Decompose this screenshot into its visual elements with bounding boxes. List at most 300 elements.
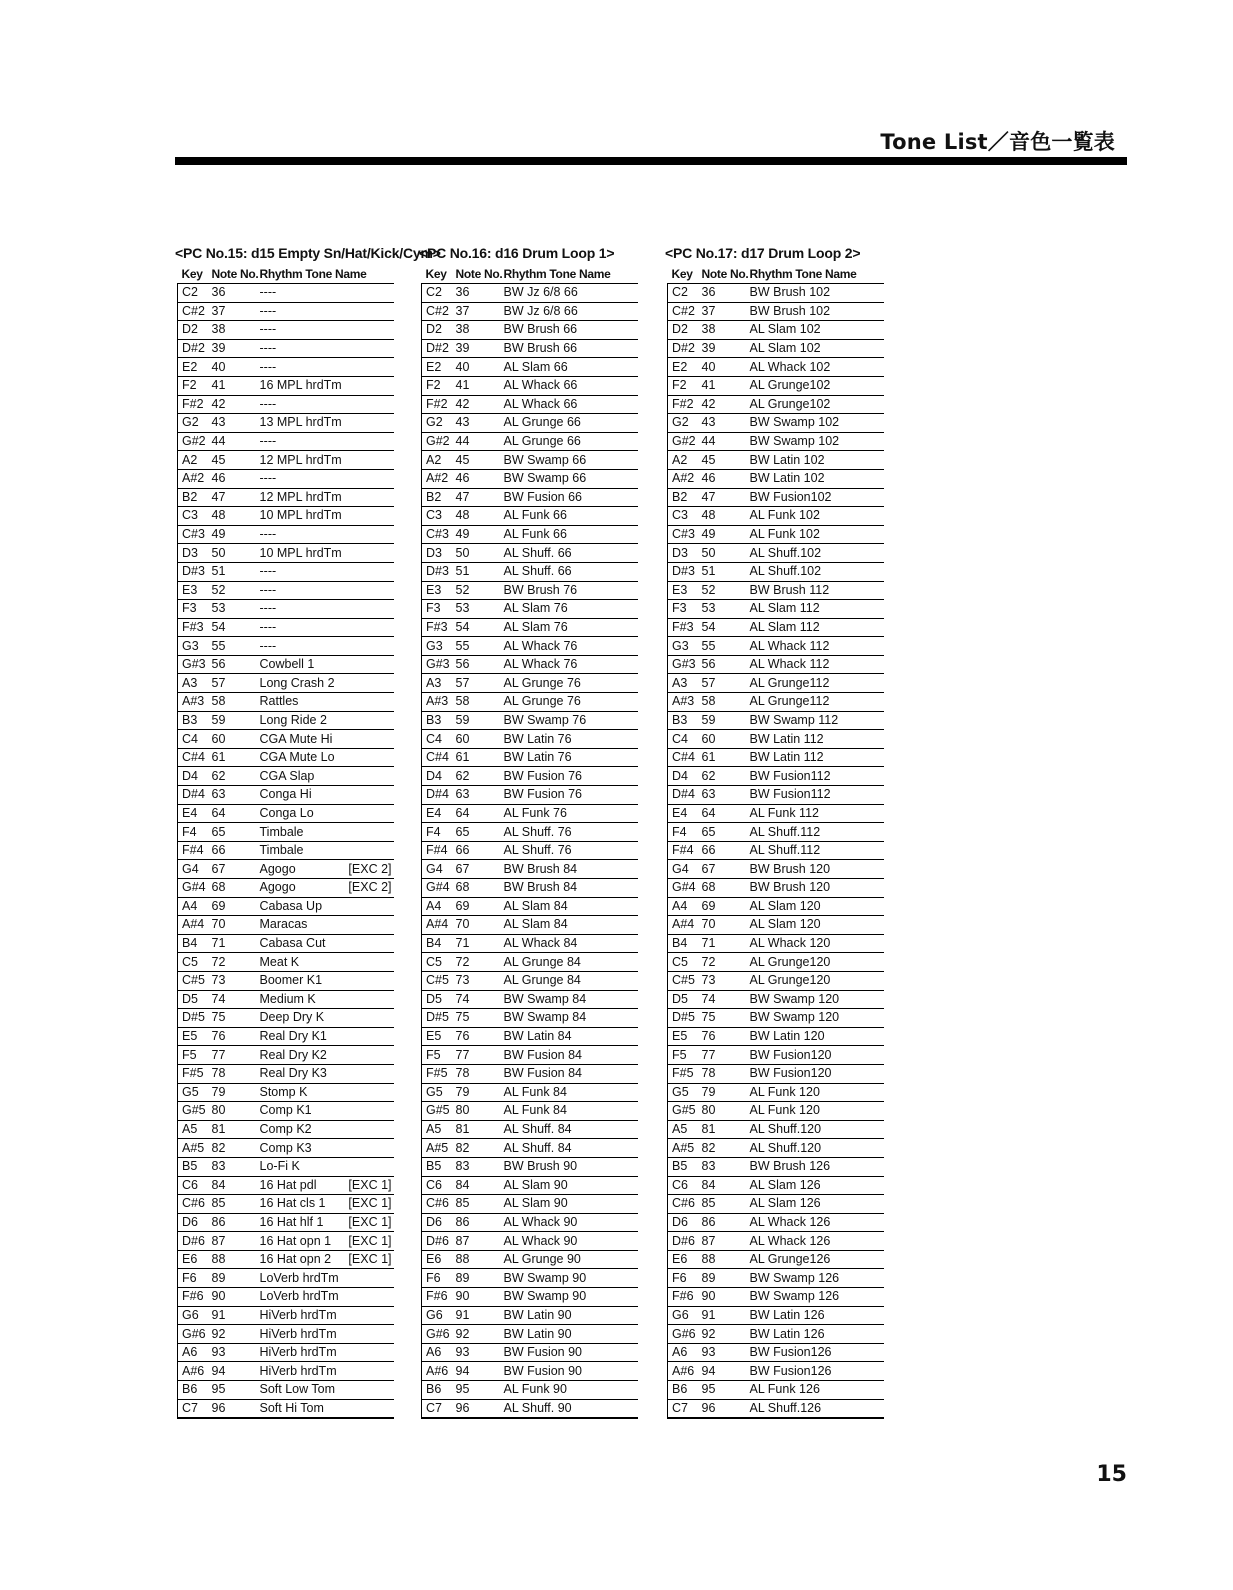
tone-name: Lo-Fi K — [259, 1159, 300, 1174]
tone-name-cell — [256, 302, 394, 321]
tone-name-cell — [746, 395, 884, 414]
tone-name: AL Shuff.112 — [749, 843, 821, 858]
note-number-cell: 84 — [208, 1176, 256, 1195]
tone-name: 16 Hat opn 1 — [259, 1233, 332, 1248]
tone-name-cell — [500, 1176, 638, 1195]
key-cell: G#5 — [178, 1102, 208, 1121]
table-row — [178, 321, 394, 340]
tone-name: AL Slam 76 — [503, 601, 568, 616]
tone-name: ---- — [259, 359, 277, 374]
key-cell: E4 — [668, 804, 698, 823]
note-number-cell: 87 — [698, 1232, 746, 1251]
note-number-cell: 92 — [698, 1325, 746, 1344]
col-header-key: Key — [668, 263, 698, 284]
tone-name-cell — [746, 953, 884, 972]
tone-name-cell — [500, 637, 638, 656]
tone-name-cell — [500, 469, 638, 488]
key-cell: D#3 — [422, 562, 452, 581]
note-number-cell: 61 — [452, 748, 500, 767]
key-cell: C2 — [178, 284, 208, 303]
tone-name: BW Fusion 76 — [503, 768, 583, 783]
tone-name-cell — [500, 1064, 638, 1083]
tone-name: AL Slam 66 — [503, 359, 568, 374]
tone-name-cell — [500, 916, 638, 935]
table-row — [668, 1325, 884, 1344]
table-row — [422, 1195, 638, 1214]
note-number-cell: 76 — [452, 1027, 500, 1046]
table-row — [422, 971, 638, 990]
tone-name-cell — [746, 302, 884, 321]
key-cell: G6 — [668, 1306, 698, 1325]
table-row — [668, 1362, 884, 1381]
table-row — [422, 879, 638, 898]
tone-name-cell — [500, 786, 638, 805]
note-number-cell: 60 — [208, 730, 256, 749]
tone-name-cell — [500, 841, 638, 860]
note-number-cell: 63 — [208, 786, 256, 805]
table-row — [178, 1027, 394, 1046]
tone-name-cell — [746, 507, 884, 526]
key-cell: D6 — [422, 1213, 452, 1232]
tone-name-cell — [256, 1362, 394, 1381]
tone-name-cell — [256, 488, 394, 507]
key-cell: E6 — [422, 1250, 452, 1269]
tone-name-cell — [256, 1399, 394, 1418]
note-number-cell: 79 — [208, 1083, 256, 1102]
tone-name-cell — [500, 1343, 638, 1362]
note-number-cell: 83 — [698, 1157, 746, 1176]
key-cell: B5 — [178, 1157, 208, 1176]
key-cell: A6 — [422, 1343, 452, 1362]
table-row — [178, 284, 394, 303]
table-row — [668, 1288, 884, 1307]
key-cell: C#6 — [178, 1195, 208, 1214]
tone-name: BW Latin 102 — [749, 452, 825, 467]
key-cell: C4 — [668, 730, 698, 749]
note-number-cell: 95 — [452, 1381, 500, 1400]
note-number-cell: 46 — [698, 469, 746, 488]
table-row — [422, 1064, 638, 1083]
tone-name: AL Grunge 76 — [503, 694, 581, 709]
tone-name: HiVerb hrdTm — [259, 1363, 337, 1378]
note-number-cell: 39 — [208, 339, 256, 358]
tone-name-cell — [256, 284, 394, 303]
note-number-cell: 47 — [698, 488, 746, 507]
key-cell: A2 — [668, 451, 698, 470]
note-number-cell: 69 — [452, 897, 500, 916]
tone-name: AL Shuff. 76 — [503, 824, 572, 839]
tone-name-cell — [500, 971, 638, 990]
key-cell: G#5 — [668, 1102, 698, 1121]
tone-name-cell — [746, 562, 884, 581]
key-cell: F#6 — [422, 1288, 452, 1307]
tone-name-cell — [256, 1102, 394, 1121]
table-row — [178, 953, 394, 972]
key-cell: D2 — [668, 321, 698, 340]
table-row — [668, 1157, 884, 1176]
tone-name-cell — [256, 953, 394, 972]
note-number-cell: 81 — [698, 1120, 746, 1139]
tone-name: 16 Hat opn 2 — [259, 1252, 332, 1267]
page-number: 15 — [1096, 1462, 1127, 1487]
table-row — [178, 469, 394, 488]
key-cell: B2 — [422, 488, 452, 507]
table-row — [668, 1083, 884, 1102]
table-row — [422, 1343, 638, 1362]
table-row — [178, 507, 394, 526]
tone-name: LoVerb hrdTm — [259, 1289, 339, 1304]
tone-name: BW Swamp 102 — [749, 434, 840, 449]
tone-name: CGA Slap — [259, 768, 315, 783]
key-cell: D#5 — [422, 1009, 452, 1028]
table-row — [668, 321, 884, 340]
key-cell: C3 — [668, 507, 698, 526]
note-number-cell: 66 — [208, 841, 256, 860]
tone-name: AL Shuff. 84 — [503, 1122, 572, 1137]
tone-name: BW Fusion 90 — [503, 1345, 583, 1360]
tone-name: AL Shuff. 66 — [503, 564, 572, 579]
tone-name-cell — [500, 674, 638, 693]
key-cell: D5 — [178, 990, 208, 1009]
tone-name-cell — [500, 1269, 638, 1288]
tone-name-cell — [256, 618, 394, 637]
tone-name-cell — [746, 600, 884, 619]
note-number-cell: 36 — [208, 284, 256, 303]
tone-name-cell — [256, 767, 394, 786]
key-cell: D4 — [178, 767, 208, 786]
note-number-cell: 66 — [698, 841, 746, 860]
tone-name-cell — [500, 321, 638, 340]
tone-name-cell — [500, 488, 638, 507]
table-row — [422, 1176, 638, 1195]
note-number-cell: 70 — [208, 916, 256, 935]
tone-name: Boomer K1 — [259, 973, 323, 988]
table-row — [422, 637, 638, 656]
key-cell: C7 — [422, 1399, 452, 1418]
key-cell: F#3 — [668, 618, 698, 637]
tone-name: AL Funk 90 — [503, 1382, 567, 1397]
tone-name: 16 Hat pdl — [259, 1177, 317, 1192]
tone-name-cell — [500, 544, 638, 563]
tone-name: BW Swamp 90 — [503, 1270, 587, 1285]
note-number-cell: 62 — [208, 767, 256, 786]
tone-name-cell — [256, 971, 394, 990]
table-row — [422, 1102, 638, 1121]
tone-name: AL Shuff. 84 — [503, 1140, 572, 1155]
note-number-cell: 42 — [208, 395, 256, 414]
tone-name: Real Dry K2 — [259, 1047, 327, 1062]
key-cell: F#3 — [178, 618, 208, 637]
note-number-cell: 44 — [698, 432, 746, 451]
note-number-cell: 93 — [452, 1343, 500, 1362]
key-cell: G#6 — [422, 1325, 452, 1344]
table-row — [178, 897, 394, 916]
table-row — [178, 693, 394, 712]
tone-name-cell — [746, 1362, 884, 1381]
tone-name: AL Whack 126 — [749, 1214, 831, 1229]
tone-name: Agogo — [259, 861, 296, 876]
key-cell: D#3 — [668, 562, 698, 581]
key-cell: C#3 — [178, 525, 208, 544]
tone-name: ---- — [259, 601, 277, 616]
key-cell: G#3 — [422, 655, 452, 674]
table-row — [178, 879, 394, 898]
note-number-cell: 69 — [208, 897, 256, 916]
tone-name: AL Funk 84 — [503, 1103, 567, 1118]
note-number-cell: 73 — [698, 971, 746, 990]
key-cell: C#2 — [178, 302, 208, 321]
table-row — [668, 1027, 884, 1046]
tone-name-cell — [500, 1288, 638, 1307]
note-number-cell: 63 — [698, 786, 746, 805]
table-row — [178, 860, 394, 879]
tone-name-cell — [746, 339, 884, 358]
table-row — [178, 1325, 394, 1344]
tone-name-cell — [746, 469, 884, 488]
table-row — [178, 395, 394, 414]
exclusive-group-label: [EXC 1] — [348, 1214, 392, 1229]
tone-name-cell — [500, 1232, 638, 1251]
tone-name: AL Grunge112 — [749, 694, 830, 709]
tone-name-cell — [256, 1232, 394, 1251]
note-number-cell: 48 — [698, 507, 746, 526]
table-row — [178, 1139, 394, 1158]
tone-name-cell — [500, 395, 638, 414]
tone-name: HiVerb hrdTm — [259, 1345, 337, 1360]
tone-name: AL Grunge 76 — [503, 675, 581, 690]
key-cell: F#2 — [422, 395, 452, 414]
tone-name-cell — [746, 488, 884, 507]
key-cell: G5 — [178, 1083, 208, 1102]
table-row — [668, 581, 884, 600]
table-row — [178, 1269, 394, 1288]
table-row — [422, 804, 638, 823]
note-number-cell: 64 — [452, 804, 500, 823]
tone-name: Cowbell 1 — [259, 657, 315, 672]
tone-name-cell — [256, 395, 394, 414]
table-row — [668, 1381, 884, 1400]
key-cell: F#5 — [422, 1064, 452, 1083]
tone-name-cell — [256, 1027, 394, 1046]
note-number-cell: 49 — [698, 525, 746, 544]
tone-name: AL Slam 84 — [503, 917, 568, 932]
table-row — [668, 934, 884, 953]
table-row — [668, 469, 884, 488]
tone-name-cell — [746, 1213, 884, 1232]
key-cell: A4 — [422, 897, 452, 916]
tone-name-cell — [746, 1157, 884, 1176]
tone-name: BW Swamp 126 — [749, 1289, 840, 1304]
tone-name: BW Fusion126 — [749, 1345, 832, 1360]
tone-name-cell — [256, 562, 394, 581]
table-row — [422, 1139, 638, 1158]
note-number-cell: 88 — [208, 1250, 256, 1269]
tone-name-cell — [256, 1306, 394, 1325]
table-row — [668, 897, 884, 916]
note-number-cell: 92 — [208, 1325, 256, 1344]
note-number-cell: 37 — [208, 302, 256, 321]
table-row — [668, 1139, 884, 1158]
tone-name-cell — [256, 581, 394, 600]
tone-name-cell — [256, 339, 394, 358]
table-row — [178, 1157, 394, 1176]
tone-name: AL Shuff.120 — [749, 1140, 822, 1155]
key-cell: C7 — [668, 1399, 698, 1418]
table-row — [668, 600, 884, 619]
table-row — [178, 358, 394, 377]
tone-name: AL Slam 90 — [503, 1177, 568, 1192]
tone-name-cell — [256, 507, 394, 526]
tone-name: ---- — [259, 527, 277, 542]
tone-name: AL Whack 66 — [503, 378, 578, 393]
table-row — [178, 451, 394, 470]
key-cell: G2 — [668, 414, 698, 433]
exclusive-group-label: [EXC 1] — [348, 1177, 392, 1192]
tone-name: 10 MPL hrdTm — [259, 545, 342, 560]
tone-name: BW Fusion 84 — [503, 1066, 583, 1081]
key-cell: B5 — [668, 1157, 698, 1176]
key-cell: D#4 — [422, 786, 452, 805]
note-number-cell: 67 — [698, 860, 746, 879]
note-number-cell: 78 — [698, 1064, 746, 1083]
note-number-cell: 84 — [452, 1176, 500, 1195]
note-number-cell: 82 — [698, 1139, 746, 1158]
note-number-cell: 94 — [452, 1362, 500, 1381]
table-row — [422, 748, 638, 767]
tone-name-cell — [746, 451, 884, 470]
table-row — [422, 525, 638, 544]
note-number-cell: 96 — [208, 1399, 256, 1418]
note-number-cell: 80 — [208, 1102, 256, 1121]
key-cell: A5 — [422, 1120, 452, 1139]
tone-name-cell — [746, 1343, 884, 1362]
tone-name-cell — [746, 1381, 884, 1400]
note-number-cell: 51 — [452, 562, 500, 581]
tone-name-cell — [500, 1157, 638, 1176]
key-cell: G6 — [178, 1306, 208, 1325]
note-number-cell: 77 — [208, 1046, 256, 1065]
key-cell: A3 — [422, 674, 452, 693]
key-cell: C6 — [422, 1176, 452, 1195]
tone-name: AL Funk 66 — [503, 508, 567, 523]
table-row — [668, 1250, 884, 1269]
table-row — [178, 1362, 394, 1381]
tone-name-cell — [746, 284, 884, 303]
tone-name: AL Shuff.102 — [749, 545, 822, 560]
tone-name-cell — [256, 321, 394, 340]
key-cell: D2 — [422, 321, 452, 340]
tone-name: ---- — [259, 303, 277, 318]
note-number-cell: 39 — [452, 339, 500, 358]
note-number-cell: 62 — [452, 767, 500, 786]
exclusive-group-label: [EXC 1] — [348, 1196, 392, 1211]
note-number-cell: 56 — [208, 655, 256, 674]
note-number-cell: 45 — [698, 451, 746, 470]
key-cell: E3 — [422, 581, 452, 600]
table-row — [178, 711, 394, 730]
tone-name: AL Shuff. 76 — [503, 843, 572, 858]
note-number-cell: 55 — [452, 637, 500, 656]
note-number-cell: 40 — [452, 358, 500, 377]
table-row — [422, 823, 638, 842]
tone-name: ---- — [259, 619, 277, 634]
tone-name-cell — [500, 655, 638, 674]
key-cell: A2 — [178, 451, 208, 470]
tone-name-cell — [500, 823, 638, 842]
tone-name-cell — [256, 1325, 394, 1344]
key-cell: C#3 — [668, 525, 698, 544]
table-row — [422, 934, 638, 953]
key-cell: F#5 — [178, 1064, 208, 1083]
table-row — [422, 1213, 638, 1232]
tone-name-cell — [256, 525, 394, 544]
table-row — [668, 1120, 884, 1139]
key-cell: C3 — [422, 507, 452, 526]
note-number-cell: 50 — [452, 544, 500, 563]
tone-name: BW Swamp 84 — [503, 991, 587, 1006]
note-number-cell: 72 — [208, 953, 256, 972]
tone-name-cell — [746, 1269, 884, 1288]
table-row — [178, 1120, 394, 1139]
table-row — [178, 971, 394, 990]
tone-name: BW Fusion 76 — [503, 787, 583, 802]
table-row — [178, 1288, 394, 1307]
note-number-cell: 91 — [208, 1306, 256, 1325]
note-number-cell: 96 — [698, 1399, 746, 1418]
tone-name: BW Swamp 84 — [503, 1010, 587, 1025]
tone-name-cell — [500, 358, 638, 377]
note-number-cell: 42 — [452, 395, 500, 414]
tone-name-cell — [256, 1250, 394, 1269]
tone-name-cell — [256, 730, 394, 749]
table-row — [668, 376, 884, 395]
tone-name-cell — [746, 414, 884, 433]
tone-name: BW Fusion112 — [749, 768, 831, 783]
note-number-cell: 87 — [208, 1232, 256, 1251]
tone-name: BW Brush 66 — [503, 341, 578, 356]
key-cell: F#4 — [422, 841, 452, 860]
note-number-cell: 75 — [698, 1009, 746, 1028]
note-number-cell: 92 — [452, 1325, 500, 1344]
key-cell: C#3 — [422, 525, 452, 544]
key-cell: G3 — [178, 637, 208, 656]
key-cell: D2 — [178, 321, 208, 340]
note-number-cell: 87 — [452, 1232, 500, 1251]
tone-name: AL Whack 76 — [503, 638, 578, 653]
tone-name: AL Slam 102 — [749, 322, 821, 337]
key-cell: C#5 — [422, 971, 452, 990]
tone-name-cell — [746, 1306, 884, 1325]
tone-name: AL Slam 76 — [503, 619, 568, 634]
note-number-cell: 41 — [698, 376, 746, 395]
table-row — [178, 748, 394, 767]
tone-name: AL Shuff. 90 — [503, 1400, 572, 1415]
table-title: <PC No.16: d16 Drum Loop 1> — [419, 245, 615, 261]
tone-name-cell — [746, 748, 884, 767]
tone-name: Cabasa Up — [259, 898, 323, 913]
tone-name: Meat K — [259, 954, 300, 969]
note-number-cell: 83 — [208, 1157, 256, 1176]
table-row — [668, 1046, 884, 1065]
key-cell: A#6 — [668, 1362, 698, 1381]
note-number-cell: 76 — [698, 1027, 746, 1046]
tone-name: Maracas — [259, 917, 308, 932]
note-number-cell: 86 — [452, 1213, 500, 1232]
table-row — [178, 581, 394, 600]
tone-name: AL Slam 112 — [749, 619, 820, 634]
table-row — [422, 1288, 638, 1307]
key-cell: A#3 — [178, 693, 208, 712]
